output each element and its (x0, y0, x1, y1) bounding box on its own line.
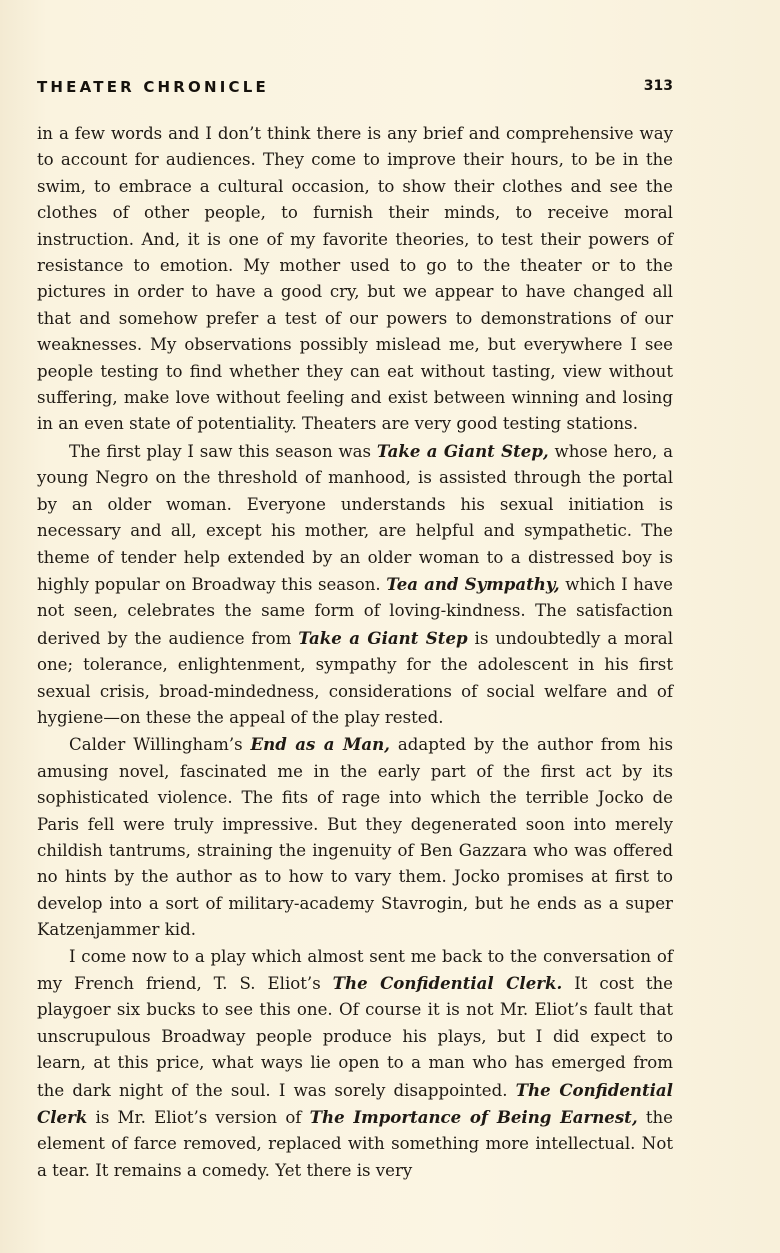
paragraph-2 (37, 438, 673, 731)
text-run: in a few words and I don’t think there is any brief and comprehensive way to account for audiences. They come to improve their hours, to be in the swim, to embrace a cultural occasion, to show their clothes and see the clothes of other people, to furnish their minds, to receive moral instruction. And, it is one of my favorite theories, to test their powers of resistance to emotion. My mother used to go to the theater or to the pictures in order to have a good cry, but we appear to have changed all that and somehow prefer a test of our powers to demonstrations of our weaknesses. My observations possibly mislead me, but everywhere I see people testing to find whether they can eat without tasting, view without suffering, make love without feeling and exist between winning and losing in an even state of potentiality. Theaters are very good testing stations. (37, 124, 673, 434)
text-run: It cost the playgoer six bucks to see this one. Of course it is not Mr. Eliot’s fault that unscrupulous Broadway people produce his plays, but I did expect to learn, at this price, what ways lie open to a man who has emerged from the dark night of the soul. I was sorely disappointed. (37, 974, 673, 1100)
text-run: the element of farce removed, replaced with something more intellectual. Not a tear. It remains a comedy. Yet there is very (37, 1108, 674, 1180)
play-title-take-a-giant-step: Take a Giant Step, (376, 440, 549, 461)
page-header (37, 78, 673, 102)
text-run: which I have not seen, celebrates the same form of loving-kindness. The satisfaction derived by the audience from (37, 574, 674, 648)
page-number: 313 (643, 78, 673, 94)
running-head: THEATER CHRONICLE (37, 78, 269, 96)
text-run: is Mr. Eliot’s version of (87, 1108, 310, 1128)
text-run: is undoubtedly a moral one; tolerance, enlightenment, sympathy for the adolescent in his first sexual crisis, broad-mindedness, considerations of social welfare and of hygiene—on these the appeal of the play rested. (37, 628, 673, 727)
text-run: whose hero, a young Negro on the threshold of manhood, is assisted through the portal by an older woman. Everyone understands his sexual initiation is necessary and all, except his mother, are helpful and sympathetic. The theme of tender help extended by an older woman to a distressed boy is highly popular on Broadway this season. (37, 441, 673, 594)
play-title-importance-of-being-earnest: The Importance of Being Earnest, (309, 1107, 638, 1128)
text-run: adapted by the author from his amusing novel, fascinated me in the early part of the first act by its sophisticated violence. The fits of rage into which the terrible Jocko de Paris fell were truly impressive. But they degenerated soon into merely childish tantrums, straining the ingenuity of Ben Gazzara who was offered no hints by the author as to how to vary them. Jocko promises at first to develop into a sort of military-academy Stavrogin, but he ends as a super Katzenjammer kid. (37, 735, 673, 940)
paragraph-3 (37, 731, 673, 943)
play-title-take-a-giant-step: Take a Giant Step (298, 627, 468, 648)
paragraph-4 (37, 944, 673, 1185)
paragraph-1 (37, 121, 673, 438)
text-run: The first play I saw this season was (69, 441, 377, 461)
body-text (37, 121, 673, 1184)
play-title-end-as-a-man: End as a Man, (250, 734, 390, 755)
play-title-the-confidential-clerk: The Confidential Clerk (37, 1079, 673, 1128)
text-run: I come now to a play which almost sent me back to the conversation of my French friend, T. S. Eliot’s (37, 946, 673, 993)
play-title-the-confidential-clerk: The Confidential Clerk. (332, 973, 563, 993)
text-run: Calder Willingham’s (69, 735, 251, 755)
play-title-tea-and-sympathy: Tea and Sympathy, (386, 573, 560, 594)
